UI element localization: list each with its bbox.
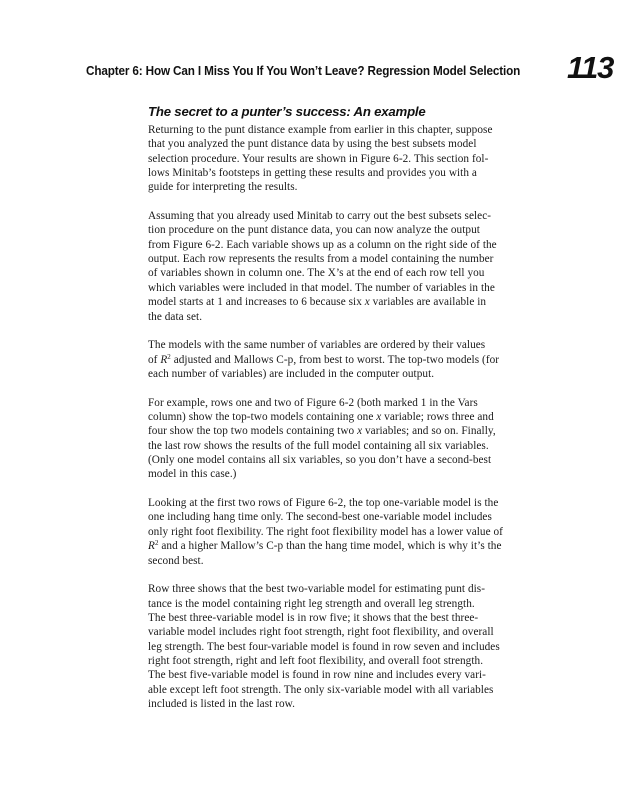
text-line: lows Minitab’s footsteps in getting these results and provides you with a xyxy=(148,167,477,180)
text-line: four show the top two models containing two x variables; and so on. Finally, xyxy=(148,425,496,438)
paragraph xyxy=(148,496,558,568)
paragraph xyxy=(148,582,558,711)
text-line: variable model includes right foot strength, right foot flexibility, and overall xyxy=(148,626,494,639)
text-line: the last row shows the results of the full model containing all six variables. xyxy=(148,439,489,452)
text-line: The best three-variable model is in row five; it shows that the best three- xyxy=(148,611,479,624)
text-line: model in this case.) xyxy=(148,468,237,481)
text-line: output. Each row represents the results from a model containing the number xyxy=(148,253,494,266)
text-line: right foot strength, right and left foot flexibility, and overall foot strength. xyxy=(148,654,484,667)
paragraph-list xyxy=(148,123,558,711)
text-line: The models with the same number of variables are ordered by their values xyxy=(148,339,486,352)
text-line: The best five-variable model is found in row nine and includes every vari- xyxy=(148,669,486,682)
text-line: able except left foot strength. The only six-variable model with all variables xyxy=(148,683,494,696)
text-line: tance is the model containing right leg strength and overall leg strength. xyxy=(148,597,475,610)
paragraph xyxy=(148,396,558,482)
page-header xyxy=(0,50,636,90)
text-line: each number of variables) are included in the computer output. xyxy=(148,367,435,380)
text-line: For example, rows one and two of Figure 6-2 (both marked 1 in the Vars xyxy=(148,396,478,409)
text-line: model starts at 1 and increases to 6 because six x variables are available in xyxy=(148,296,487,309)
text-line: tion procedure on the punt distance data, you can now analyze the output xyxy=(148,224,480,237)
text-line: Assuming that you already used Minitab to carry out the best subsets selec- xyxy=(148,210,492,223)
text-line: Row three shows that the best two-variable model for estimating punt dis- xyxy=(148,583,486,596)
page-number: 113 xyxy=(567,50,614,85)
text-line: one including hang time only. The second-best one-variable model includes xyxy=(148,511,492,524)
text-line: $R^2$ and a higher Mallow’s C-p than the hang time model, which is why it’s the xyxy=(148,539,502,553)
text-line: selection procedure. Your results are shown in Figure 6-2. This section fol- xyxy=(148,152,489,165)
paragraph xyxy=(148,338,558,381)
paragraph xyxy=(148,209,558,324)
text-line: guide for interpreting the results. xyxy=(148,181,298,194)
page-body xyxy=(148,104,558,726)
text-line: (Only one model contains all six variables, so you don’t have a second-best xyxy=(148,454,492,467)
paragraph xyxy=(148,123,558,195)
text-line: Looking at the first two rows of Figure 6-2, the top one-variable model is the xyxy=(148,497,499,510)
text-line: Returning to the punt distance example from earlier in this chapter, suppose xyxy=(148,124,493,136)
text-line: that you analyzed the punt distance data by using the best subsets model xyxy=(148,138,477,151)
text-line: from Figure 6-2. Each variable shows up as a column on the right side of the xyxy=(148,238,497,251)
text-line: column) show the top-two models containing one x variable; rows three and xyxy=(148,411,494,424)
text-line: second best. xyxy=(148,554,204,567)
text-line: of variables shown in column one. The X’s at the end of each row tell you xyxy=(148,267,485,280)
text-line: leg strength. The best four-variable model is found in row seven and includes xyxy=(148,640,500,653)
text-line: which variables were included in that model. The number of variables in the xyxy=(148,281,495,294)
text-line: only right foot flexibility. The right foot flexibility model has a lower value of xyxy=(148,525,503,538)
text-line: included is listed in the last row. xyxy=(148,697,295,710)
section-heading: The secret to a punter’s success: An example xyxy=(148,104,426,119)
running-head: Chapter 6: How Can I Miss You If You Won’t Leave? Regression Model Selection xyxy=(86,64,521,78)
text-line: of $R^2$ adjusted and Mallows C-p, from best to worst. The top-two models (for xyxy=(148,352,500,366)
text-line: the data set. xyxy=(148,310,203,323)
